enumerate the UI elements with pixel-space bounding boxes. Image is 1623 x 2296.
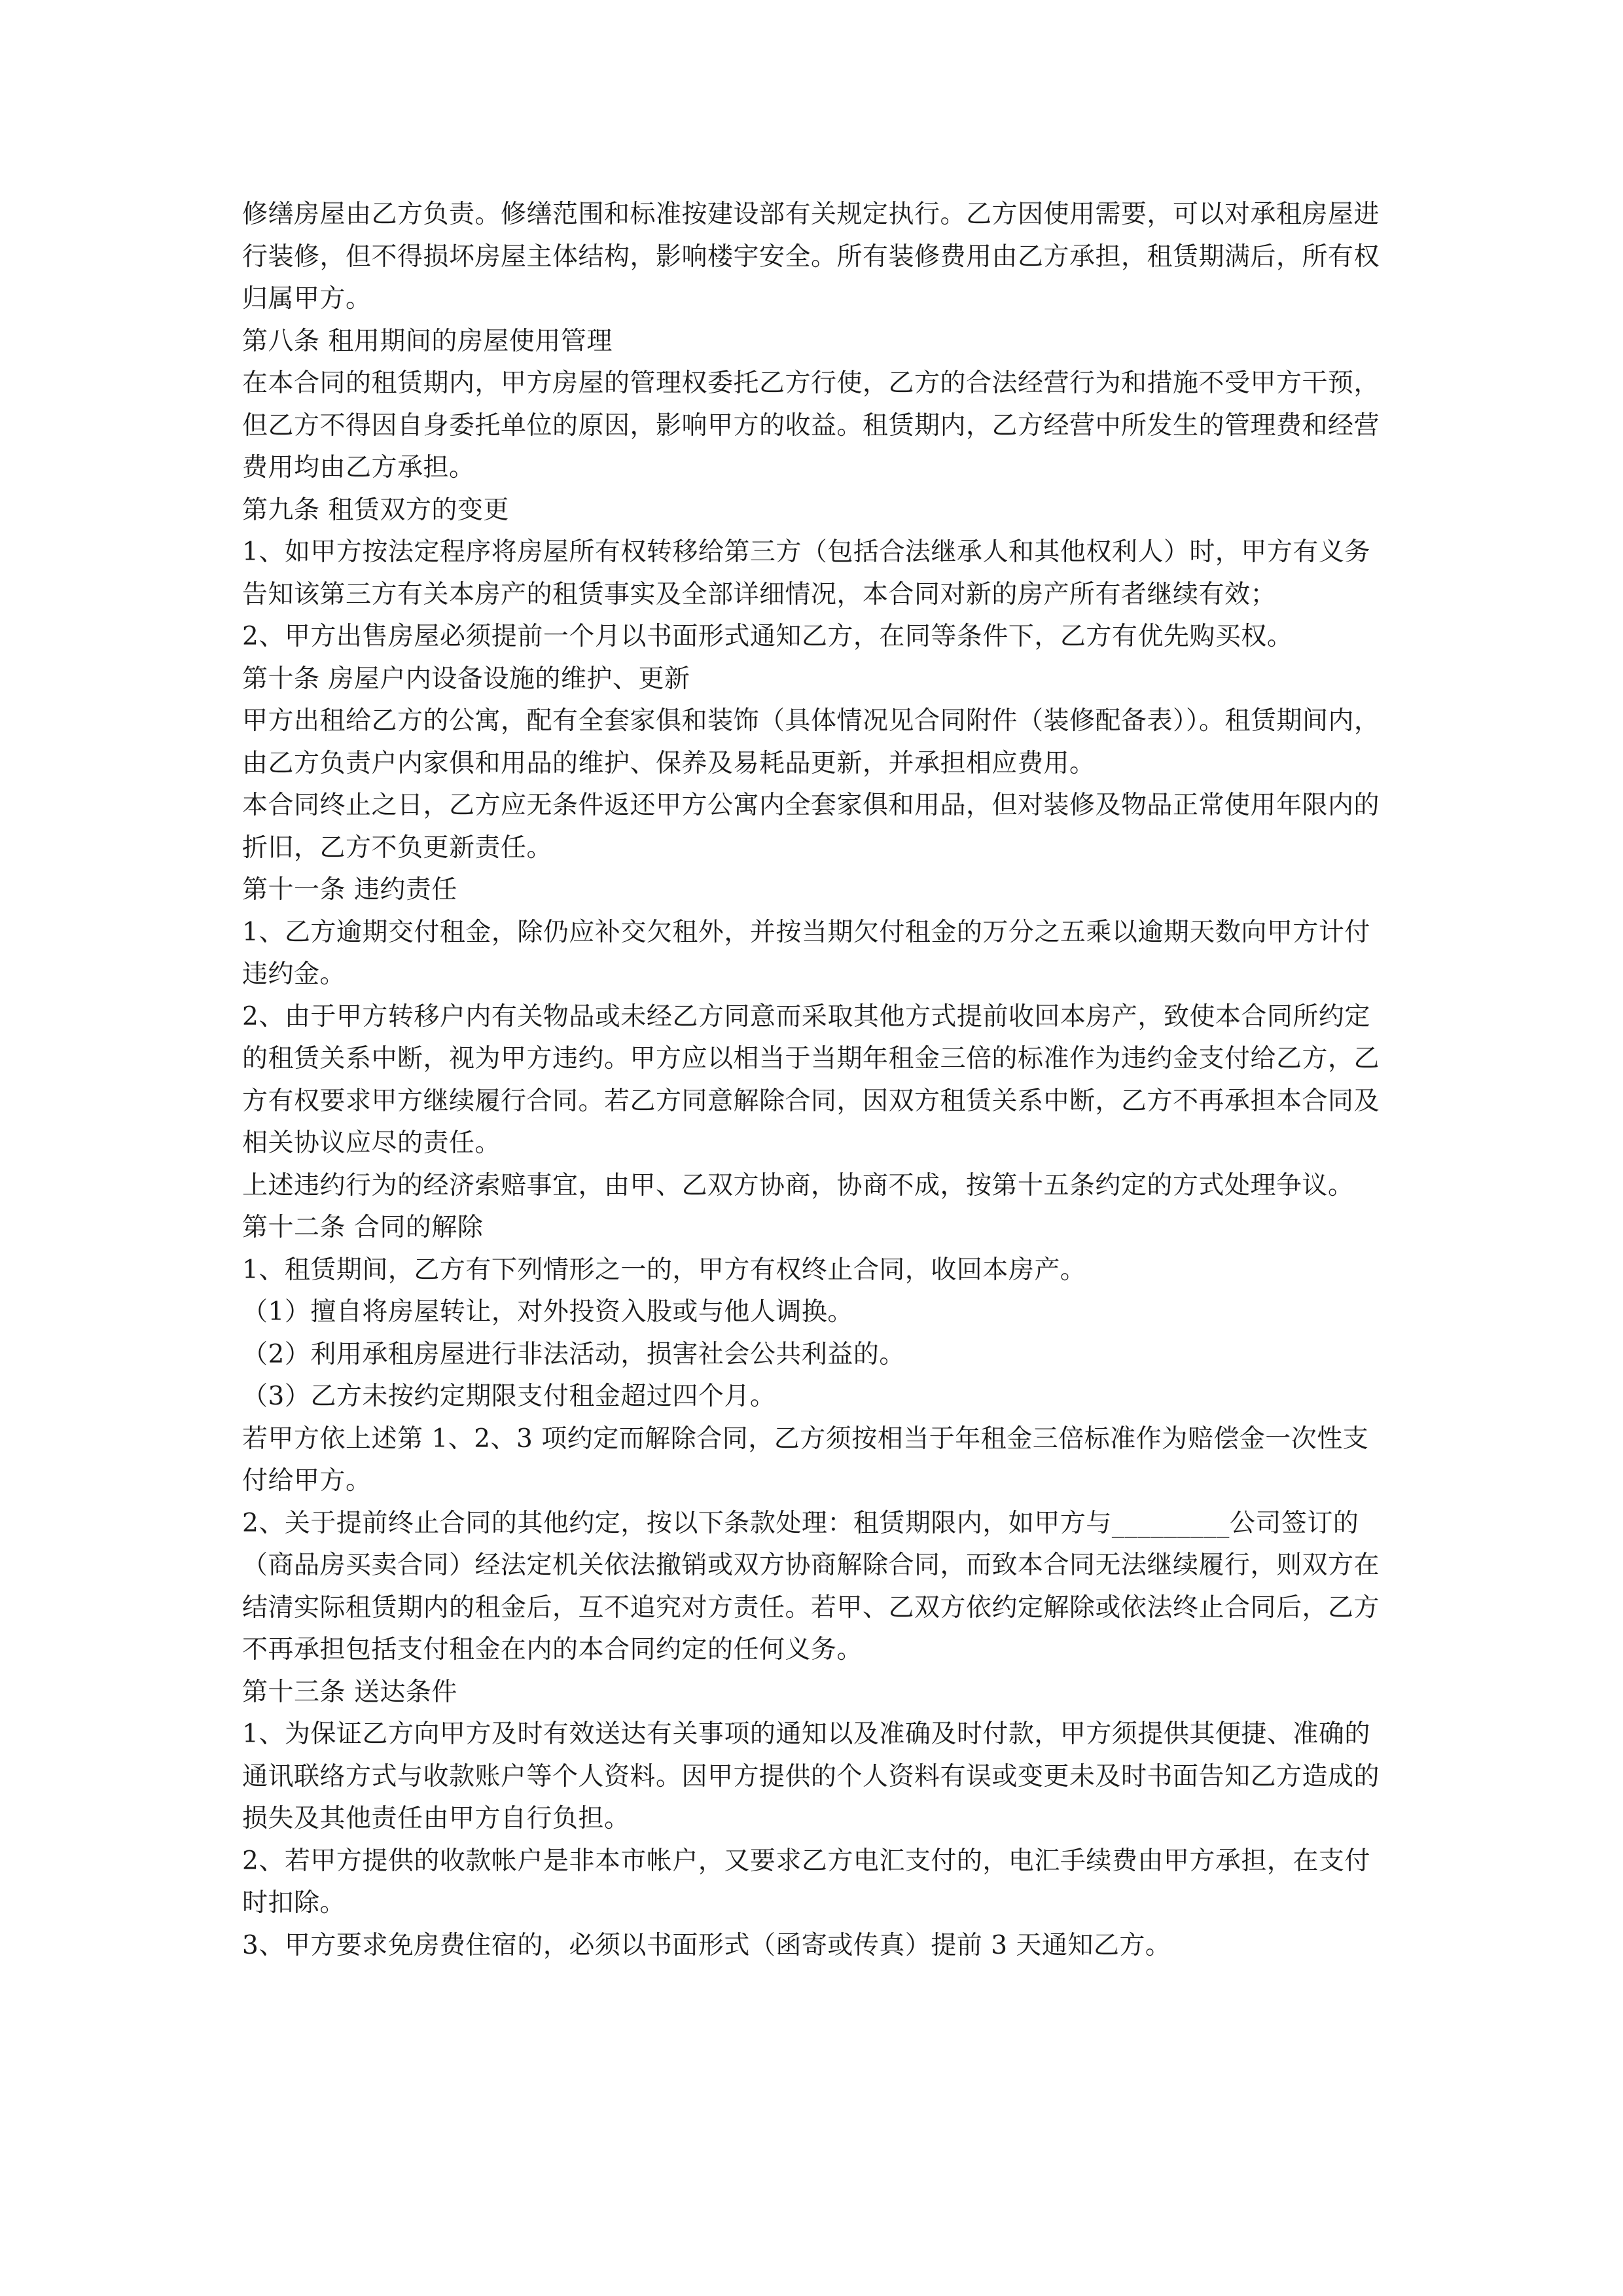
paragraph-free-stay-notice: 3、甲方要求免房费住宿的，必须以书面形式（函寄或传真）提前 3 天通知乙方。 bbox=[242, 1930, 1171, 1960]
paragraph-return-furnishing: 本合同终止之日，乙方应无条件返还甲方公寓内全套家俱和用品，但对装修及物品正常使用年限内的折旧，乙方不负更新责任。 bbox=[242, 791, 1380, 863]
paragraph-termination-rights: 1、租赁期间，乙方有下列情形之一的，甲方有权终止合同，收回本房产。 bbox=[242, 1255, 1086, 1285]
paragraph-management: 在本合同的租赁期内，甲方房屋的管理权委托乙方行使，乙方的合法经营行为和措施不受甲方干预，但乙方不得因自身委托单位的原因，影响甲方的收益。租赁期内，乙方经营中所发生的管理费和经营费用均由乙方承担。 bbox=[242, 368, 1380, 482]
paragraph-furnishing: 甲方出租给乙方的公寓，配有全套家俱和装饰（具体情况见合同附件（装修配备表））。租赁期间内，由乙方负责户内家俱和用品的维护、保养及易耗品更新，并承担相应费用。 bbox=[242, 706, 1380, 778]
list-item-1: （1）擅自将房屋转让，对外投资入股或与他人调换。 bbox=[242, 1297, 853, 1327]
paragraph-compensation: 若甲方依上述第 1、2、3 项约定而解除合同，乙方须按相当于年租金三倍标准作为赔偿金一次性支付给甲方。 bbox=[242, 1424, 1369, 1496]
paragraph-repair: 修缮房屋由乙方负责。修缮范围和标准按建设部有关规定执行。乙方因使用需要，可以对承租房屋进行装修，但不得损坏房屋主体结构，影响楼宇安全。所有装修费用由乙方承担，租赁期满后，所有权归属甲方。 bbox=[242, 200, 1380, 314]
article-9-heading: 第九条 租赁双方的变更 bbox=[242, 495, 509, 525]
paragraph-dispute: 上述违约行为的经济索赔事宜，由甲、乙双方协商，协商不成，按第十五条约定的方式处理争议。 bbox=[242, 1170, 1354, 1200]
list-item-2: （2）利用承租房屋进行非法活动，损害社会公共利益的。 bbox=[242, 1339, 905, 1369]
paragraph-wire-fee: 2、若甲方提供的收款帐户是非本市帐户，又要求乙方电汇支付的，电汇手续费由甲方承担，在支付时扣除。 bbox=[242, 1846, 1370, 1918]
list-item-3: （3）乙方未按约定期限支付租金超过四个月。 bbox=[242, 1382, 776, 1411]
article-13-heading: 第十三条 送达条件 bbox=[242, 1677, 457, 1707]
article-12-heading: 第十二条 合同的解除 bbox=[242, 1213, 484, 1242]
article-8-heading: 第八条 租用期间的房屋使用管理 bbox=[242, 326, 613, 356]
paragraph-late-payment: 1、乙方逾期交付租金，除仍应补交欠租外，并按当期欠付租金的万分之五乘以逾期天数向甲方计付违约金。 bbox=[242, 917, 1370, 989]
article-10-heading: 第十条 房屋户内设备设施的维护、更新 bbox=[242, 664, 690, 694]
paragraph-ownership-transfer: 1、如甲方按法定程序将房屋所有权转移给第三方（包括合法继承人和其他权利人）时，甲方有义务告知该第三方有关本房产的租赁事实及全部详细情况，本合同对新的房产所有者继续有效； bbox=[242, 537, 1370, 609]
paragraph-early-termination: 2、关于提前终止合同的其他约定，按以下条款处理：租赁期限内，如甲方与_________公司签订的（商品房买卖合同）经法定机关依法撤销或双方协商解除合同，而致本合同无法继续履行，则双方在结清实际租赁期内的租金后，互不追究对方责任。若甲、乙双方依约定解除或依法终止合同后，乙方不再承担包括支付租金在内的本合同约定的任何义务。 bbox=[242, 1508, 1380, 1664]
paragraph-contact-info: 1、为保证乙方向甲方及时有效送达有关事项的通知以及准确及时付款，甲方须提供其便捷、准确的通讯联络方式与收款账户等个人资料。因甲方提供的个人资料有误或变更未及时书面告知乙方造成的损失及其他责任由甲方自行负担。 bbox=[242, 1719, 1380, 1833]
paragraph-breach-party-a: 2、由于甲方转移户内有关物品或未经乙方同意而采取其他方式提前收回本房产，致使本合同所约定的租赁关系中断，视为甲方违约。甲方应以相当于当期年租金三倍的标准作为违约金支付给乙方，乙方有权要求甲方继续履行合同。若乙方同意解除合同，因双方租赁关系中断，乙方不再承担本合同及相关协议应尽的责任。 bbox=[242, 1001, 1380, 1158]
article-11-heading: 第十一条 违约责任 bbox=[242, 875, 457, 905]
contract-page bbox=[242, 194, 1387, 1967]
paragraph-sale-notice: 2、甲方出售房屋必须提前一个月以书面形式通知乙方，在同等条件下，乙方有优先购买权。 bbox=[242, 622, 1293, 651]
